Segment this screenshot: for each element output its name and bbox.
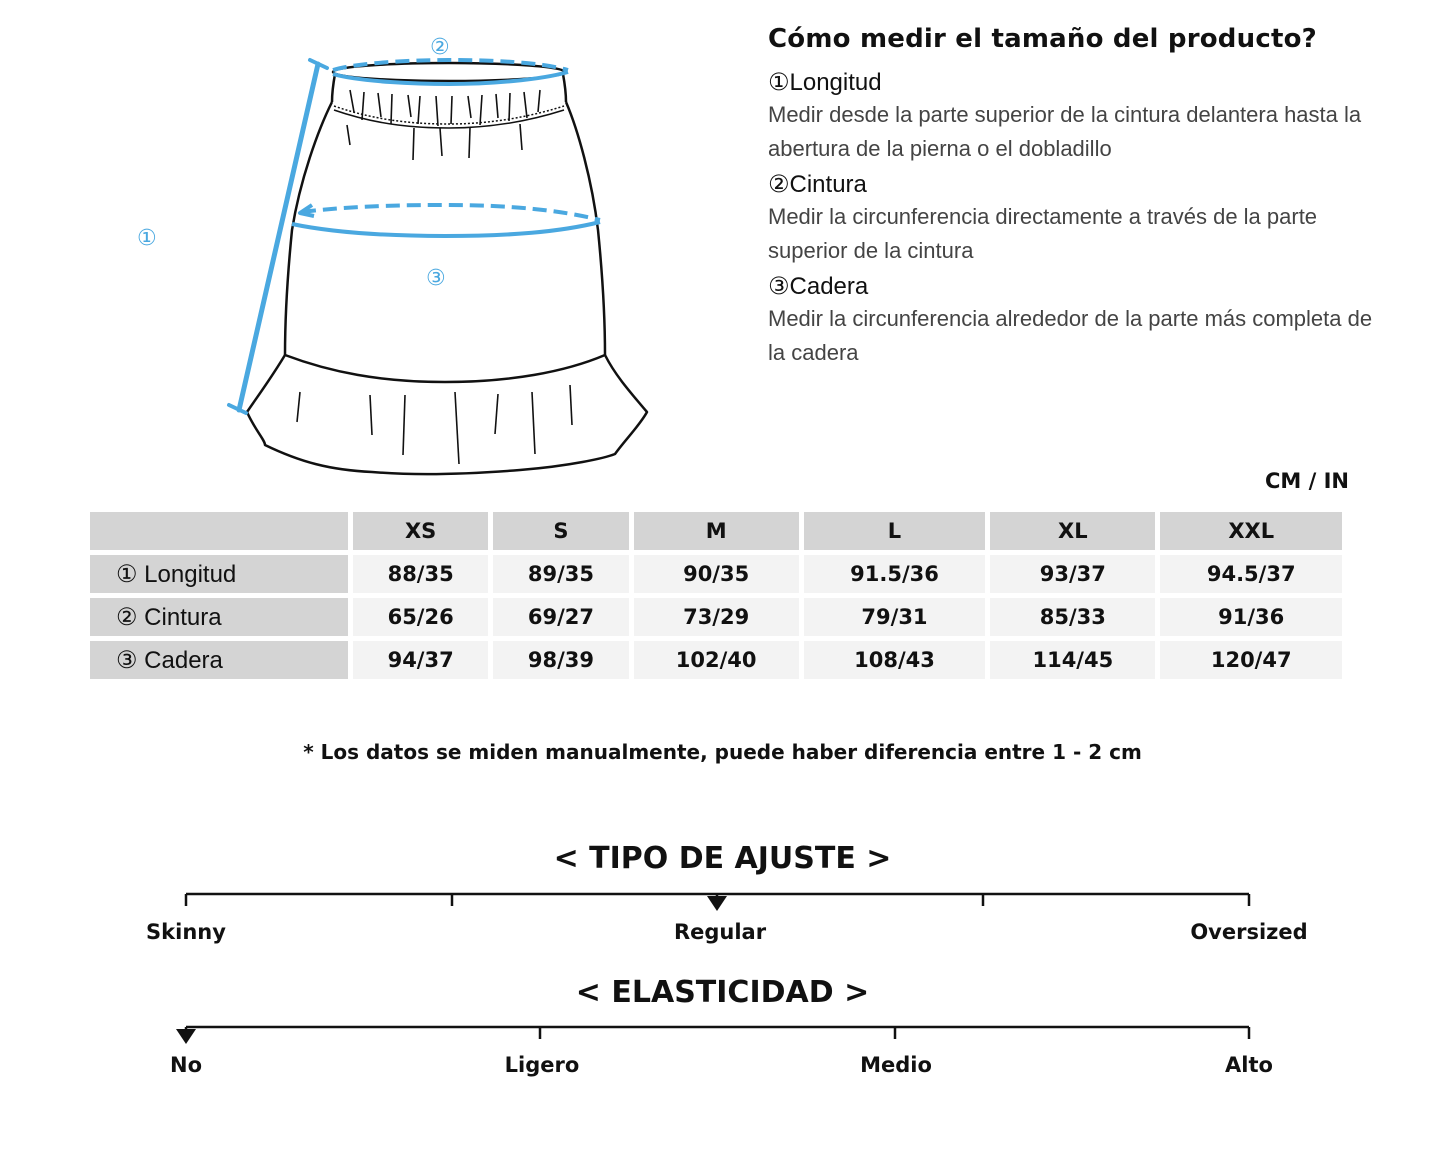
size-header: M bbox=[634, 512, 799, 550]
row-label: ③ Cadera bbox=[90, 641, 348, 679]
table-cell: 73/29 bbox=[634, 598, 799, 636]
measurement-guide bbox=[768, 24, 1388, 374]
table-cell: 120/47 bbox=[1160, 641, 1342, 679]
guide-item-length bbox=[768, 68, 1388, 166]
table-cell: 91/36 bbox=[1160, 598, 1342, 636]
length-measure-line bbox=[229, 60, 327, 413]
fit-label-regular: Regular bbox=[673, 920, 767, 944]
size-header: XL bbox=[990, 512, 1155, 550]
hip-measure-line bbox=[292, 205, 600, 236]
skirt-illustration bbox=[247, 63, 647, 474]
table-cell: 93/37 bbox=[990, 555, 1155, 593]
waist-label: ② bbox=[430, 35, 450, 60]
elasticity-label-alto: Alto bbox=[1225, 1053, 1273, 1077]
guide-description: Medir la circunferencia alrededor de la parte más completa de la cadera bbox=[768, 306, 1373, 365]
table-row bbox=[90, 555, 1342, 593]
table-cell: 88/35 bbox=[353, 555, 488, 593]
fit-label-skinny: Skinny bbox=[146, 920, 226, 944]
row-label: ② Cintura bbox=[90, 598, 348, 636]
table-cell: 69/27 bbox=[493, 598, 628, 636]
size-chart-table bbox=[85, 507, 1347, 684]
length-label: ① bbox=[137, 226, 157, 251]
guide-title: Cómo medir el tamaño del producto? bbox=[768, 24, 1317, 54]
guide-heading: ②Cintura bbox=[768, 171, 867, 198]
table-row bbox=[90, 598, 1342, 636]
fit-scale-title: < TIPO DE AJUSTE > bbox=[553, 841, 892, 876]
units-label: CM / IN bbox=[1265, 469, 1349, 493]
table-header-row bbox=[90, 512, 1342, 550]
fit-label-oversized: Oversized bbox=[1190, 920, 1308, 944]
table-cell: 114/45 bbox=[990, 641, 1155, 679]
table-cell: 94.5/37 bbox=[1160, 555, 1342, 593]
table-cell: 89/35 bbox=[493, 555, 628, 593]
size-header: L bbox=[804, 512, 986, 550]
elasticity-label-medio: Medio bbox=[860, 1053, 932, 1077]
guide-description: Medir desde la parte superior de la cintura delantera hasta la abertura de la pierna o el dobladillo bbox=[768, 102, 1362, 161]
guide-item-hip bbox=[768, 272, 1388, 370]
table-cell: 85/33 bbox=[990, 598, 1155, 636]
table-corner-cell bbox=[90, 512, 348, 550]
table-cell: 79/31 bbox=[804, 598, 986, 636]
table-cell: 98/39 bbox=[493, 641, 628, 679]
table-row bbox=[90, 641, 1342, 679]
hip-label: ③ bbox=[426, 266, 446, 291]
table-cell: 94/37 bbox=[353, 641, 488, 679]
guide-heading: ①Longitud bbox=[768, 69, 882, 96]
row-label: ① Longitud bbox=[90, 555, 348, 593]
size-header: XS bbox=[353, 512, 488, 550]
table-cell: 91.5/36 bbox=[804, 555, 986, 593]
guide-heading: ③Cadera bbox=[768, 273, 869, 300]
elasticity-scale-title: < ELASTICIDAD > bbox=[575, 975, 870, 1010]
table-cell: 102/40 bbox=[634, 641, 799, 679]
elasticity-label-no: No bbox=[169, 1053, 203, 1077]
table-cell: 90/35 bbox=[634, 555, 799, 593]
elasticity-selected-marker bbox=[176, 1029, 196, 1044]
size-header: XXL bbox=[1160, 512, 1342, 550]
measurement-note: * Los datos se miden manualmente, puede haber diferencia entre 1 - 2 cm bbox=[303, 740, 1142, 764]
table-cell: 108/43 bbox=[804, 641, 986, 679]
elasticity-label-ligero: Ligero bbox=[504, 1053, 580, 1077]
fit-selected-marker bbox=[707, 896, 727, 911]
size-header: S bbox=[493, 512, 628, 550]
table-cell: 65/26 bbox=[353, 598, 488, 636]
guide-description: Medir la circunferencia directamente a través de la parte superior de la cintura bbox=[768, 204, 1318, 263]
guide-item-waist bbox=[768, 170, 1388, 268]
skirt-measurement-diagram bbox=[120, 20, 680, 490]
